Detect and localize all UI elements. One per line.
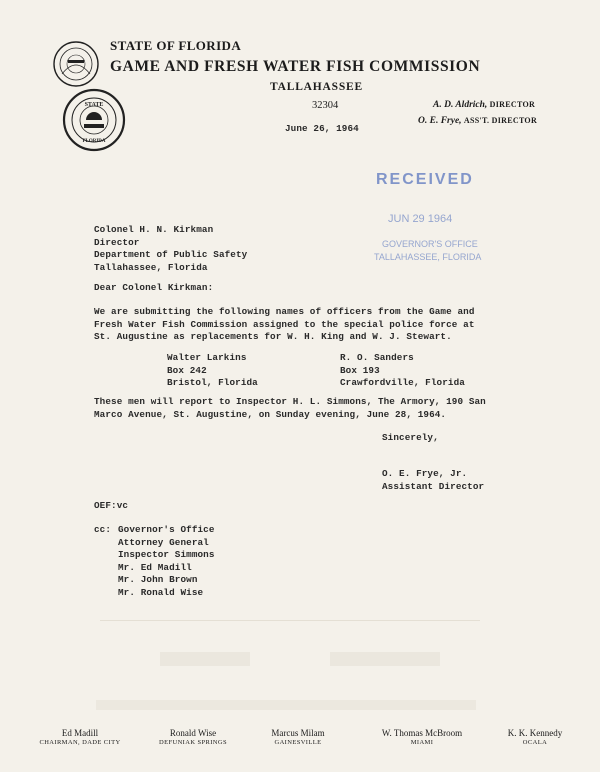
paragraph-line: Marco Avenue, St. Augustine, on Sunday evening, June 28, 1964. [94,408,447,420]
svg-text:FLORIDA: FLORIDA [82,139,106,144]
recipient-line: Director [94,236,140,248]
bleed-through-mark [330,652,440,666]
cc-label: cc: [94,524,112,535]
recipient-line: Tallahassee, Florida [94,261,208,273]
typist-initials: OEF:vc [94,500,129,511]
bleed-through-mark [96,700,476,710]
officer-name: Walter Larkins [167,352,247,363]
cc-item: Mr. Ed Madill [118,561,192,573]
bleed-through-mark [160,652,250,666]
paragraph-line: St. Augustine as replacements for W. H. King and W. J. Stewart. [94,331,452,342]
footer-member-city: DEFUNIAK SPRINGS [159,739,227,746]
footer-member [30,728,130,746]
officer-city: Crawfordville, Florida [340,377,465,388]
commission-seal-icon [48,38,132,156]
recipient-line: Colonel H. N. Kirkman [94,224,214,235]
cc-list [118,524,215,599]
letterhead-director [433,100,535,110]
paragraph-line: These men will report to Inspector H. L. Simmons, The Armory, 190 San [94,396,486,407]
paragraph-1 [94,306,475,344]
cc-item: Governor's Office [118,524,215,535]
recipient-address [94,224,247,274]
letterhead-zip: 32304 [312,100,339,111]
recipient-line: Department of Public Safety [94,249,248,260]
paragraph-line: We are submitting the following names of officers from the Game and [94,306,475,317]
received-stamp-office: GOVERNOR'S OFFICE [382,239,478,249]
director-name: A. D. Aldrich, [433,100,488,110]
footer-member-city: MIAMI [410,739,434,746]
footer-member-name: K. K. Kennedy [507,728,563,738]
svg-text:STATE: STATE [84,102,104,108]
footer-member-city: CHAIRMAN, DADE CITY [39,739,121,746]
received-stamp-city: TALLAHASSEE, FLORIDA [374,252,482,262]
received-stamp: RECEIVED [376,171,474,188]
received-stamp-date: JUN 29 1964 [388,213,453,225]
footer-member-city: GAINESVILLE [274,739,322,746]
officer-box: Box 242 [167,364,207,376]
assistant-name: O. E. Frye, [418,116,462,126]
footer-member [362,728,482,746]
cc-item: Inspector Simmons [118,549,215,560]
cc-item: Mr. Ronald Wise [118,586,204,598]
officer-2 [340,352,465,390]
cc-item: Attorney General [118,536,209,548]
footer-member-city: OCALA [522,739,548,746]
footer-member-name: Ronald Wise [169,728,217,738]
footer-member-name: Ed Madill [61,728,99,738]
director-title: DIRECTOR [489,100,536,109]
footer-member [148,728,238,746]
letterhead-state: STATE OF FLORIDA [110,38,242,53]
letterhead-assistant [418,116,537,126]
officer-box: Box 193 [340,364,380,376]
footer-member [258,728,338,746]
officer-city: Bristol, Florida [167,377,258,388]
signer-title: Assistant Director [382,480,485,492]
signer-name: O. E. Frye, Jr. [382,468,468,479]
footer-member-name: W. Thomas McBroom [381,728,463,738]
assistant-title: ASS'T. DIRECTOR [463,116,538,125]
paragraph-line: Fresh Water Fish Commission assigned to the special police force at [94,318,475,330]
officer-1 [167,352,258,390]
letterhead-city: TALLAHASSEE [270,81,363,93]
letterhead-commission: GAME AND FRESH WATER FISH COMMISSION [110,58,481,75]
cc-item: Mr. John Brown [118,574,198,585]
footer-member [490,728,580,746]
salutation: Dear Colonel Kirkman: [94,282,214,293]
closing: Sincerely, [382,432,439,443]
bleed-through-line [100,620,480,621]
officer-name: R. O. Sanders [340,352,414,363]
signature-block [382,468,484,493]
letter-date: June 26, 1964 [285,123,359,134]
paragraph-2 [94,396,486,421]
footer-member-name: Marcus Milam [271,728,325,738]
